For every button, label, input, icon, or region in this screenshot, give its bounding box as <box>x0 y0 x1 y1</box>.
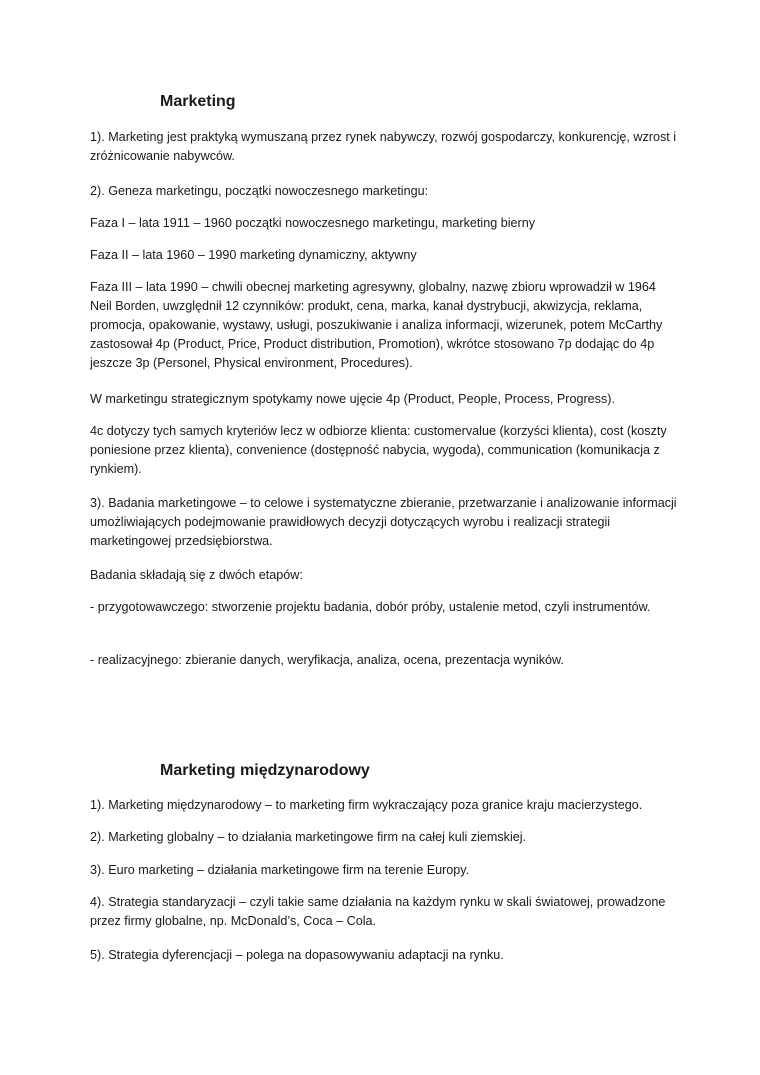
paragraph-phase-1: Faza I – lata 1911 – 1960 początki nowoczesnego marketingu, marketing bierny <box>90 216 536 230</box>
paragraph-differentiation: 5). Strategia dyferencjacji – polega na dopasowywaniu adaptacji na rynku. <box>90 948 504 962</box>
paragraph-research-stages: Badania składają się z dwóch etapów: <box>90 568 303 582</box>
paragraph-standardization: 4). Strategia standaryzacji – czyli takie same działania na każdym rynku w skali światowej, prowadzone przez firmy globalne, np. McDonald’s, Coca – Cola. <box>90 895 666 928</box>
paragraph-4c: 4c dotyczy tych samych kryteriów lecz w odbiorze klienta: customervalue (korzyści klienta), cost (koszty poniesione przez klienta), convenience (dostępność nabycia, wygoda), communication (komunikacja z rynkiem). <box>90 424 667 476</box>
paragraph-execution-stage: - realizacyjnego: zbieranie danych, weryfikacja, analiza, ocena, prezentacja wyników. <box>90 653 564 667</box>
paragraph-euro: 3). Euro marketing – działania marketingowe firm na terenie Europy. <box>90 863 470 877</box>
paragraph-phase-2: Faza II – lata 1960 – 1990 marketing dynamiczny, aktywny <box>90 248 417 262</box>
paragraph-genesis: 2). Geneza marketingu, początki nowoczesnego marketingu: <box>90 184 429 198</box>
paragraph-research: 3). Badania marketingowe – to celowe i systematyczne zbieranie, przetwarzanie i analizowanie informacji umożliwiających podejmowanie prawidłowych decyzji dotyczących wyrobu i realizacji strategii marketingowej przedsiębiorstwa. <box>90 496 677 548</box>
paragraph-preparatory-stage: - przygotowawczego: stworzenie projektu badania, dobór próby, ustalenie metod, czyli instrumentów. <box>90 600 651 614</box>
section-title-marketing: Marketing <box>160 93 236 110</box>
section-title-international-marketing: Marketing międzynarodowy <box>160 762 370 779</box>
paragraph-strategic-4p: W marketingu strategicznym spotykamy nowe ujęcie 4p (Product, People, Process, Progress). <box>90 392 615 406</box>
paragraph-global: 2). Marketing globalny – to działania marketingowe firm na całej kuli ziemskiej. <box>90 830 527 844</box>
paragraph-international: 1). Marketing międzynarodowy – to marketing firm wykraczający poza granice kraju macierzystego. <box>90 798 643 812</box>
paragraph-definition: 1). Marketing jest praktyką wymuszaną przez rynek nabywczy, rozwój gospodarczy, konkurencję, wzrost i zróżnicowanie nabywców. <box>90 130 677 163</box>
paragraph-phase-3: Faza III – lata 1990 – chwili obecnej marketing agresywny, globalny, nazwę zbioru wprowadził w 1964 Neil Borden, uwzględnił 12 czynników: produkt, cena, marka, kanał dystrybucji, akwizycja, reklama, promocja, opakowanie, wystawy, usługi, poszukiwanie i analiza informacji, wizerunek, potem McCarthy zastosował 4p (Product, Price, Product distribution, Promotion), wkrótce stosowano 7p dodając do 4p jeszcze 3p (Personel, Physical environment, Procedures). <box>90 280 663 370</box>
